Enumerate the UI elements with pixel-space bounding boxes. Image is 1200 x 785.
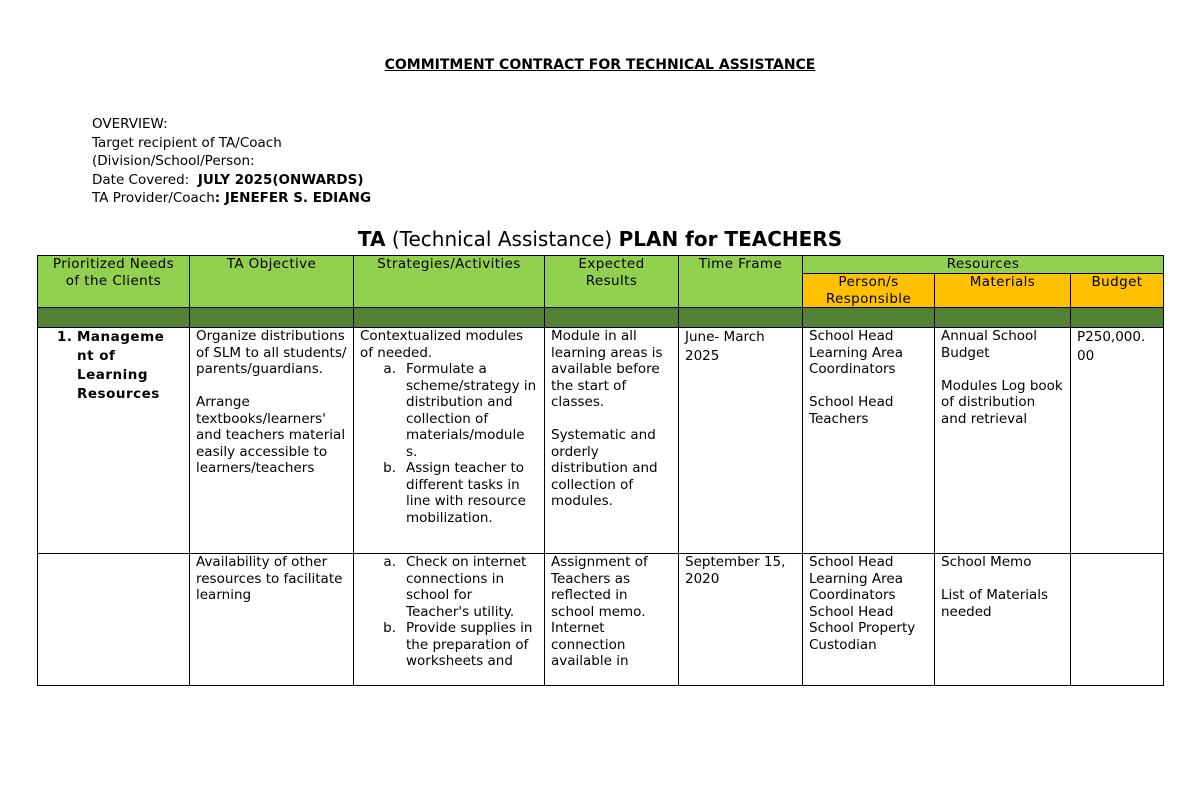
overview-heading: OVERVIEW: — [92, 116, 168, 132]
timeframe-text: September 15, 2020 — [685, 554, 786, 587]
need-number: 1. — [57, 329, 73, 345]
list-marker: a. — [383, 361, 396, 377]
strategies-list — [360, 554, 538, 670]
list-marker: b. — [383, 620, 396, 636]
header-budget: Budget — [1071, 274, 1164, 308]
need-cell — [38, 328, 190, 554]
timeframe-text: June- March 2025 — [685, 329, 765, 364]
contract-title: COMMITMENT CONTRACT FOR TECHNICAL ASSISTANCE — [384, 57, 816, 73]
list-item — [360, 460, 538, 526]
ta-provider-value: : JENEFER S. EDIANG — [214, 190, 372, 206]
band-cell — [354, 308, 545, 328]
results-cell — [545, 554, 679, 686]
band-cell — [545, 308, 679, 328]
header-expected-results: Expected Results — [545, 256, 679, 308]
results-cell — [545, 328, 679, 554]
objective-text: Organize distributions of SLM to all students/ parents/guardians. — [196, 328, 347, 377]
band-cell — [803, 308, 935, 328]
objective-cell — [190, 328, 354, 554]
results-text: Module in all learning areas is available before the start of classes. — [551, 328, 663, 410]
target-recipient-line: Target recipient of TA/Coach — [92, 134, 282, 151]
strategies-intro: Contextualized modules of needed. — [360, 328, 524, 361]
separator-band-row — [38, 308, 1164, 328]
table-row — [38, 328, 1164, 554]
plan-title-middle: (Technical Assistance) — [385, 227, 619, 251]
header-time-frame: Time Frame — [679, 256, 803, 308]
plan-title-end: PLAN for TEACHERS — [618, 227, 843, 251]
materials-text: Annual School Budget — [941, 328, 1038, 361]
list-item-text: Assign teacher to different tasks in line with resource mobilization. — [406, 460, 526, 526]
band-cell — [679, 308, 803, 328]
list-item — [360, 361, 538, 460]
persons-text: School Head Teachers — [809, 394, 894, 427]
band-cell — [1071, 308, 1164, 328]
date-covered-label: Date Covered: — [92, 171, 198, 188]
timeframe-cell — [679, 328, 803, 554]
persons-cell — [803, 328, 935, 554]
band-cell — [190, 308, 354, 328]
objective-text: Arrange textbooks/learners' and teachers material easily accessible to learners/teachers — [196, 394, 346, 476]
division-school-person-line: (Division/School/Person: — [92, 153, 255, 169]
header-strategies: Strategies/Activities — [354, 256, 545, 308]
header-materials: Materials — [935, 274, 1071, 308]
materials-text: Modules Log book of distribution and retrieval — [941, 377, 1063, 427]
strategies-cell — [354, 328, 545, 554]
header-ta-objective: TA Objective — [190, 256, 354, 308]
list-marker: b. — [383, 460, 396, 476]
materials-text: School Memo — [941, 554, 1032, 570]
ta-provider-label: TA Provider/Coach — [92, 190, 215, 206]
plan-title-ta: TA — [357, 227, 386, 251]
need-cell — [38, 554, 190, 686]
table-row — [38, 554, 1164, 686]
results-text: Assignment of Teachers as reflected in school memo. Internet connection available in — [551, 554, 648, 669]
date-covered-line — [92, 171, 371, 190]
ta-plan-table — [37, 255, 1164, 686]
budget-text: P250,000. 00 — [1077, 329, 1146, 364]
materials-cell — [935, 554, 1071, 686]
date-covered-value: JULY 2025(ONWARDS) — [197, 171, 364, 188]
ta-provider-line — [92, 189, 371, 208]
overview-section — [92, 115, 371, 208]
list-item-text: Provide supplies in the preparation of worksheets and — [406, 620, 533, 669]
list-item — [360, 620, 538, 670]
list-marker: a. — [383, 554, 396, 570]
materials-text: List of Materials needed — [941, 587, 1049, 620]
header-resources: Resources — [803, 256, 1164, 274]
strategies-list — [360, 361, 538, 526]
plan-title — [0, 227, 1200, 251]
header-prioritized-needs: Prioritized Needs of the Clients — [38, 256, 190, 308]
list-item-text: Check on internet connections in school for Teacher's utility. — [406, 554, 527, 620]
budget-cell — [1071, 554, 1164, 686]
header-row-1 — [38, 256, 1164, 274]
timeframe-cell — [679, 554, 803, 686]
results-text: Systematic and orderly distribution and collection of modules. — [551, 427, 658, 509]
band-cell — [38, 308, 190, 328]
list-item — [360, 554, 538, 620]
band-cell — [935, 308, 1071, 328]
budget-cell — [1071, 328, 1164, 554]
persons-cell — [803, 554, 935, 686]
header-persons-responsible: Person/s Responsible — [803, 274, 935, 308]
strategies-cell — [354, 554, 545, 686]
objective-cell — [190, 554, 354, 686]
objective-text: Availability of other resources to facilitate learning — [196, 554, 343, 603]
persons-text: School Head Learning Area Coordinators School Head School Property Custodian — [809, 554, 916, 653]
need-item — [44, 328, 183, 404]
list-item-text: Formulate a scheme/strategy in distribution and collection of materials/module s. — [406, 361, 537, 460]
materials-cell — [935, 328, 1071, 554]
persons-text: School Head Learning Area Coordinators — [809, 328, 903, 377]
need-label: Manageme nt of Learning Resources — [77, 329, 165, 402]
